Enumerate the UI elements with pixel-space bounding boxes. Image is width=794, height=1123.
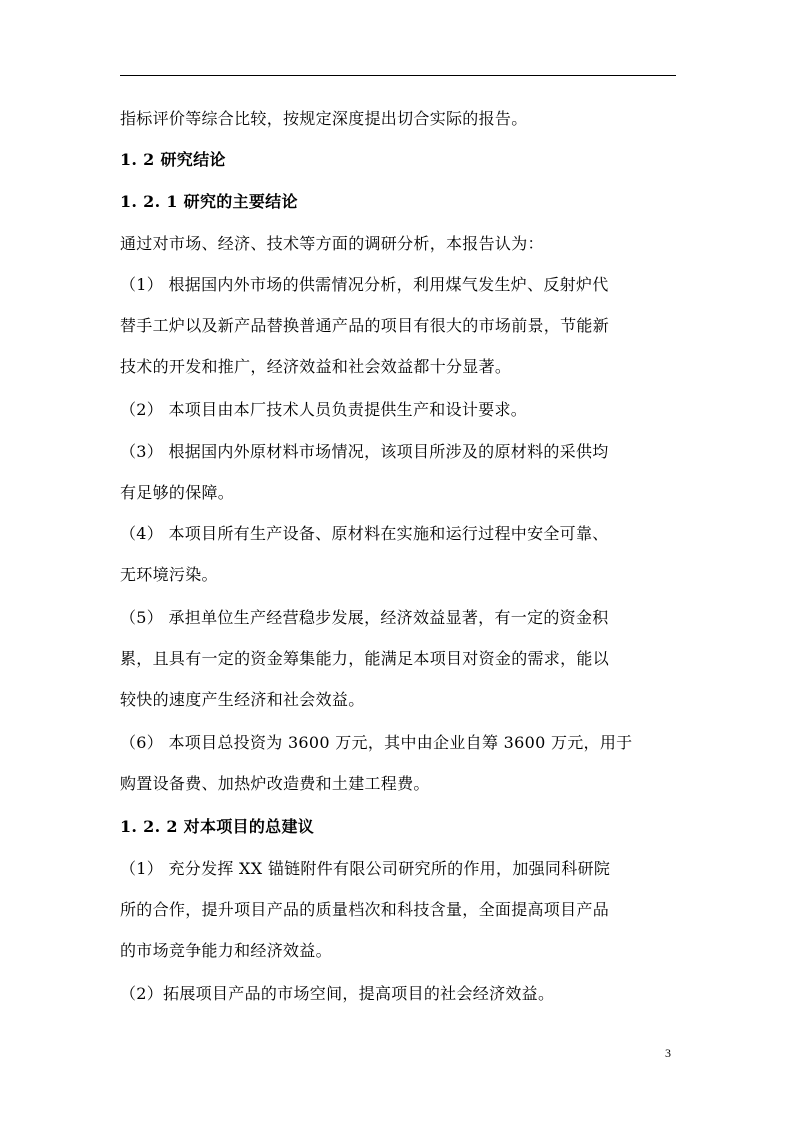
conclusion-1-line: （1） 根据国内外市场的供需情况分析，利用煤气发生炉、反射炉代 [120, 275, 609, 294]
conclusion-5-line: （5） 承担单位生产经营稳步发展，经济效益显著，有一定的资金积 [120, 608, 609, 627]
conclusion-4-line: 无环境污染。 [120, 565, 218, 584]
conclusion-1-line: 技术的开发和推广，经济效益和社会效益都十分显著。 [120, 357, 512, 376]
suggestion-1-line: 所的合作，提升项目产品的质量档次和科技含量，全面提高项目产品 [120, 900, 610, 919]
conclusion-3-line: （3） 根据国内外原材料市场情况，该项目所涉及的原材料的采供均 [120, 442, 609, 461]
page-number: 3 [665, 1046, 671, 1060]
conclusion-6-line: 购置设备费、加热炉改造费和土建工程费。 [120, 774, 430, 793]
conclusion-2-line: （2） 本项目由本厂技术人员负责提供生产和设计要求。 [120, 400, 528, 419]
subsection-heading: 1. 2. 1 研究的主要结论 [120, 192, 298, 211]
suggestion-1-line: 的市场竞争能力和经济效益。 [120, 941, 332, 960]
paragraph-line: 通过对市场、经济、技术等方面的调研分析，本报告认为： [120, 234, 544, 253]
suggestion-2-line: （2）拓展项目产品的市场空间，提高项目的社会经济效益。 [120, 984, 555, 1003]
conclusion-6-line: （6） 本项目总投资为 3600 万元，其中由企业自筹 3600 万元，用于 [120, 733, 633, 752]
conclusion-5-line: 较快的速度产生经济和社会效益。 [120, 690, 365, 709]
conclusion-5-line: 累，且具有一定的资金筹集能力，能满足本项目对资金的需求，能以 [120, 649, 610, 668]
conclusion-1-line: 替手工炉以及新产品替换普通产品的项目有很大的市场前景，节能新 [120, 316, 610, 335]
paragraph-line: 指标评价等综合比较，按规定深度提出切合实际的报告。 [120, 109, 528, 128]
conclusion-3-line: 有足够的保障。 [120, 483, 235, 502]
conclusion-4-line: （4） 本项目所有生产设备、原材料在实施和运行过程中安全可靠、 [120, 524, 609, 543]
subsection-heading: 1. 2. 2 对本项目的总建议 [120, 817, 315, 836]
suggestion-1-line: （1） 充分发挥 XX 锚链附件有限公司研究所的作用，加强同科研院 [120, 859, 611, 878]
section-heading: 1. 2 研究结论 [120, 150, 226, 169]
header-rule [120, 75, 676, 76]
